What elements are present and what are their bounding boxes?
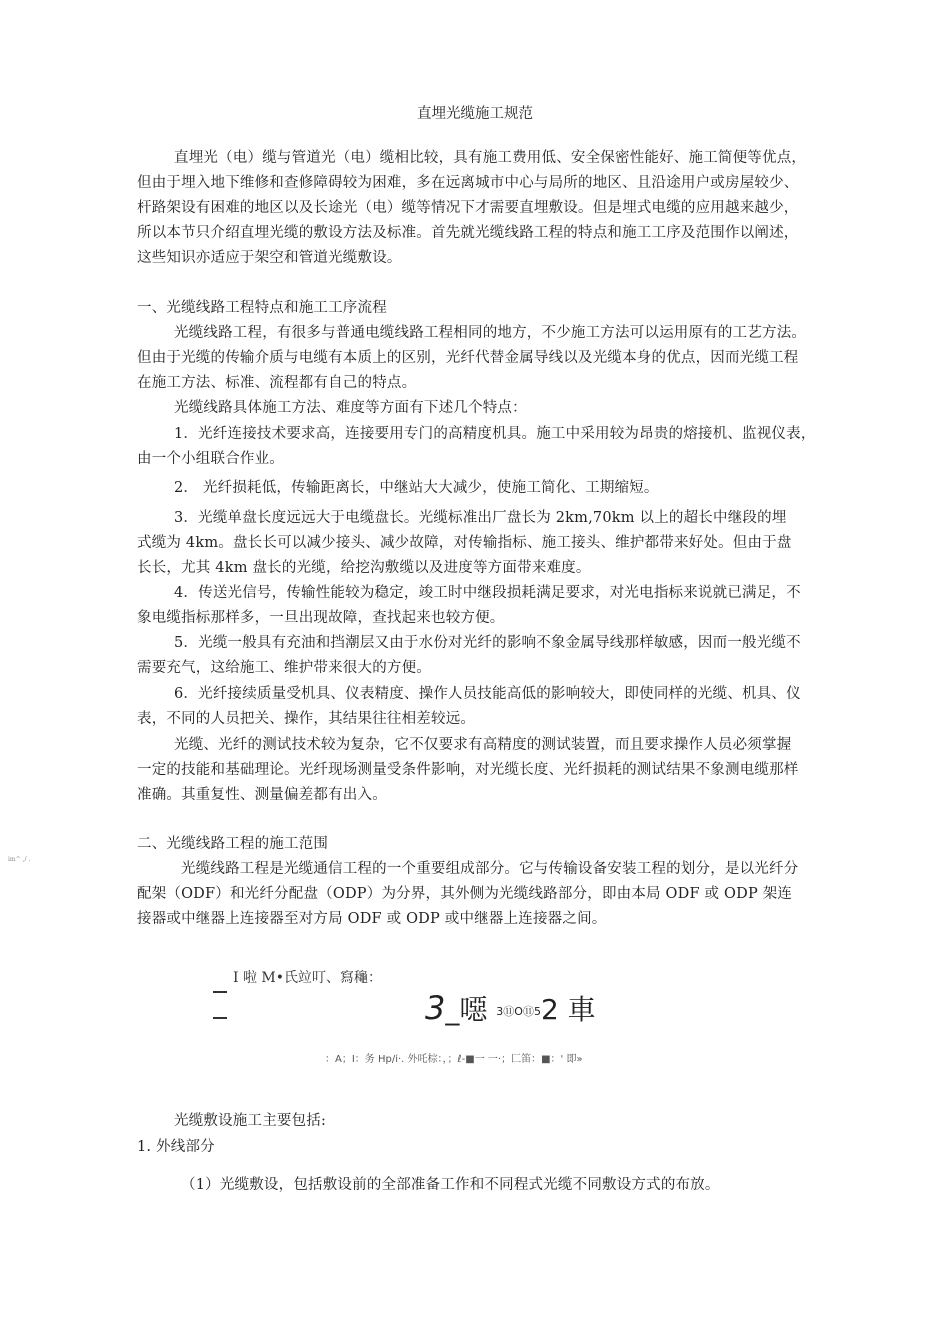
section1-paragraph-line: 准确。其重复性、测量偏差都有出入。 xyxy=(137,787,387,803)
document-title: 直埋光缆施工规范 xyxy=(417,106,533,122)
figure-label-number: 3 xyxy=(425,989,446,1027)
section1-paragraph-line: 光缆、光纤的测试技术较为复杂，它不仅要求有高精度的测试装置，而且要求操作人员必须掌握 xyxy=(174,737,792,753)
figure-caption: I 啦 M•氏竝叮、寫龝： xyxy=(233,970,383,986)
figure-label-small: 3⑪O⑪5 xyxy=(496,1005,541,1018)
figure-dash xyxy=(213,1017,227,1019)
section1-heading: 一、光缆线路工程特点和施工工序流程 xyxy=(137,300,387,316)
margin-note: im^ ,/ . xyxy=(8,856,31,863)
section3-list-item: （1）光缆敷设，包括敷设前的全部准备工作和不同程式光缆不同敷设方式的布放。 xyxy=(181,1177,720,1193)
section3-subheading: 1. 外线部分 xyxy=(137,1139,215,1155)
list-item-6: 6．光纤接续质量受机具、仪表精度、操作人员技能高低的影响较大，即使同样的光缆、机具、仪 xyxy=(174,686,801,702)
list-item-4-cont: 象电缆指标那样多，一旦出现故障，查找起来也较方便。 xyxy=(137,610,505,626)
intro-line: 杆路架设有困难的地区以及长途光（电）缆等情况下才需要直埋敷设。但是埋式电缆的应用越来越少， xyxy=(137,200,799,216)
figure-label xyxy=(425,988,596,1028)
intro-line: 所以本节只介绍直埋光缆的敷设方法及标准。首先就光缆线路工程的特点和施工工序及范围作以阐述， xyxy=(137,225,799,241)
section1-paragraph-line: 一定的技能和基础理论。光纤现场测量受条件影响，对光缆长度、光纤损耗的测试结果不象测电缆那样 xyxy=(137,762,799,778)
list-item-3-cont: 长长，尤其 4km 盘长的光缆，给挖沟敷缆以及进度等方面带来难度。 xyxy=(137,560,591,576)
list-item-1: 1．光纤连接技术要求高，连接要用专门的高精度机具。施工中采用较为昂贵的熔接机、监视仪表， xyxy=(174,426,816,442)
list-item-3: 3．光缆单盘长度远远大于电缆盘长。光缆标准出厂盘长为 2km,70km 以上的超长中继段的埋 xyxy=(174,510,787,526)
figure-dash xyxy=(213,991,227,993)
list-item-1-cont: 由一个小组联合作业。 xyxy=(137,451,284,467)
intro-line: 这些知识亦适应于架空和管道光缆敷设。 xyxy=(137,250,402,266)
section2-paragraph-line: 配架（ODF）和光纤分配盘（ODP）为分界，其外侧为光缆线路部分，即由本局 ODF 或 ODP 架连 xyxy=(137,886,793,902)
figure-label-end: 2 車 xyxy=(540,993,596,1026)
section3-paragraph: 光缆敷设施工主要包括: xyxy=(174,1113,327,1129)
list-item-5: 5．光缆一般具有充油和挡潮层又由于水份对光纤的影响不象金属导线那样敏感，因而一般光缆不 xyxy=(174,635,801,651)
figure-footnote: ：A；I：务 Hp/i·. 外吒棕：，；ℓ-■一 一·；匚笛：■：' 即» xyxy=(325,1054,583,1065)
section1-paragraph-line: 光缆线路具体施工方法、难度等方面有下述几个特点： xyxy=(174,400,527,416)
intro-line: 但由于埋入地下维修和查修障碍较为困难，多在远离城市中心与局所的地区、且沿途用户或房屋较少、 xyxy=(137,175,799,191)
list-item-6-cont: 表，不同的人员把关、操作，其结果往往相差较远。 xyxy=(137,711,476,727)
section2-paragraph-line: 光缆线路工程是光缆通信工程的一个重要组成部分。它与传输设备安装工程的划分，是以光纤分 xyxy=(181,861,799,877)
list-item-4: 4．传送光信号，传输性能较为稳定，竣工时中继段损耗满足要求，对光电指标来说就已满足，不 xyxy=(174,585,801,601)
intro-line: 直埋光（电）缆与管道光（电）缆相比较，具有施工费用低、安全保密性能好、施工简便等优点， xyxy=(174,150,807,166)
list-item-2: 2． 光纤损耗低，传输距离长，中继站大大减少，使施工简化、工期缩短。 xyxy=(174,480,659,496)
section1-paragraph-line: 光缆线路工程，有很多与普通电缆线路工程相同的地方，不少施工方法可以运用原有的工艺方法。 xyxy=(174,325,807,341)
section1-paragraph-line: 但由于光缆的传输介质与电缆有本质上的区别，光纤代替金属导线以及光缆本身的优点，因而光缆工程 xyxy=(137,350,799,366)
list-item-5-cont: 需要充气，这给施工、维护带来很大的方便。 xyxy=(137,660,431,676)
figure-label-text: _噁 xyxy=(445,993,488,1026)
section2-paragraph-line: 接器或中继器上连接器至对方局 ODF 或 ODP 或中继器上连接器之间。 xyxy=(137,911,607,927)
section2-heading: 二、光缆线路工程的施工范围 xyxy=(137,836,329,852)
list-item-3-cont: 式缆为 4km。盘长长可以减少接头、减少故障，对传输指标、施工接头、维护都带来好处。但由于盘 xyxy=(137,535,792,551)
section1-paragraph-line: 在施工方法、标准、流程都有自己的特点。 xyxy=(137,375,417,391)
